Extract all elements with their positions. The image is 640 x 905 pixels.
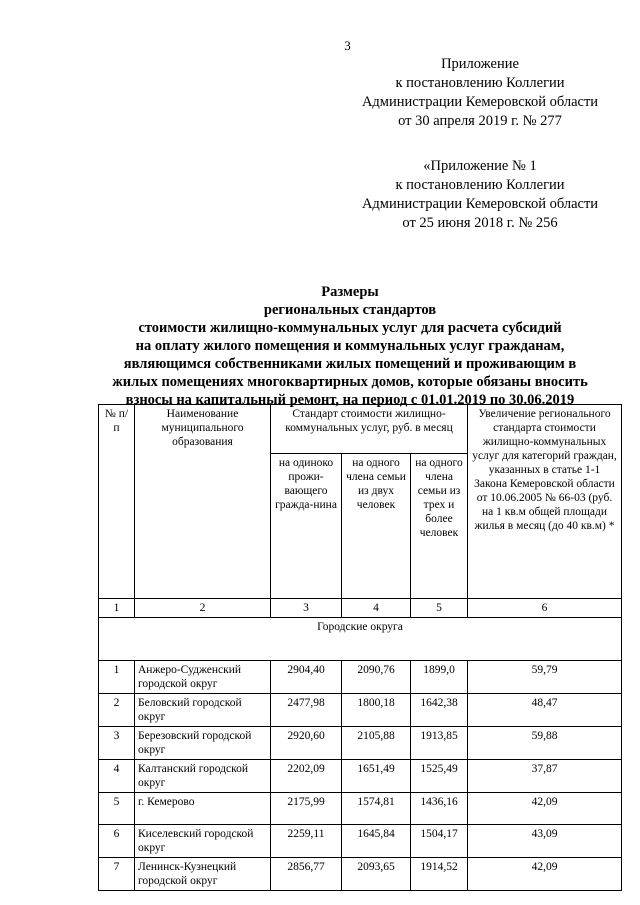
title-line: являющимся собственниками жилых помещений и проживающим в [123, 356, 577, 372]
title-line: на оплату жилого помещения и коммунальных услуг гражданам, [135, 338, 565, 354]
row-name: Ленинск-Кузнецкий городской округ [135, 858, 271, 891]
row-num: 1 [99, 661, 135, 694]
column-number: 5 [411, 599, 468, 618]
row-increase: 48,47 [468, 694, 622, 727]
appendix-original-line: от 25 июня 2018 г. № 256 [402, 215, 558, 231]
row-num: 7 [99, 858, 135, 891]
row-increase: 59,79 [468, 661, 622, 694]
column-number-row [99, 599, 622, 618]
standards-table [98, 404, 622, 891]
table-row [99, 727, 622, 760]
appendix-original-line: Администрации Кемеровской области [361, 196, 599, 212]
table-row [99, 760, 622, 793]
section-row [99, 618, 622, 661]
header-name: Наименование муниципального образования [135, 405, 271, 599]
appendix-original-line: к постановлению Коллегии [395, 177, 565, 193]
page-number: 3 [344, 38, 351, 53]
table-row [99, 694, 622, 727]
header-standard: Стандарт стоимости жилищно-коммунальных услуг, руб. в месяц [271, 405, 468, 454]
row-increase: 43,09 [468, 825, 622, 858]
row-name: Березовский городской округ [135, 727, 271, 760]
row-two: 1574,81 [342, 793, 411, 825]
header-three: на одного члена семьи из трех и более человек [411, 454, 468, 599]
row-name: Калтанский городской округ [135, 760, 271, 793]
appendix-header-line: Администрации Кемеровской области [361, 94, 599, 110]
row-three: 1525,49 [411, 760, 468, 793]
column-number: 6 [468, 599, 622, 618]
header-row [99, 405, 622, 454]
row-num: 6 [99, 825, 135, 858]
header-num: № п/п [99, 405, 135, 599]
row-name: Беловский городской округ [135, 694, 271, 727]
row-two: 1800,18 [342, 694, 411, 727]
table-row [99, 661, 622, 694]
row-single: 2477,98 [271, 694, 342, 727]
row-single: 2904,40 [271, 661, 342, 694]
row-three: 1914,52 [411, 858, 468, 891]
appendix-original-line: «Приложение № 1 [423, 158, 537, 174]
row-two: 2105,88 [342, 727, 411, 760]
appendix-header [330, 55, 630, 131]
row-num: 3 [99, 727, 135, 760]
header-increase: Увеличение регионального стандарта стоимости жилищно-коммунальных услуг для категорий граждан, указанных в статье 1-1 Закона Кемеровской области от 10.06.2005 № 66-03 (руб. на 1 кв.м общей площади жилья в месяц (до 40 кв.м) * [468, 405, 622, 599]
header-single: на одиноко прожи-вающего гражда-нина [271, 454, 342, 599]
row-name: Киселевский городской округ [135, 825, 271, 858]
row-single: 2202,09 [271, 760, 342, 793]
row-three: 1504,17 [411, 825, 468, 858]
header-two: на одного члена семьи из двух человек [342, 454, 411, 599]
row-two: 1651,49 [342, 760, 411, 793]
row-two: 1645,84 [342, 825, 411, 858]
title-line: стоимости жилищно-коммунальных услуг для расчета субсидий [138, 320, 562, 336]
table-row [99, 858, 622, 891]
row-num: 4 [99, 760, 135, 793]
table-row [99, 793, 622, 825]
row-two: 2093,65 [342, 858, 411, 891]
column-number: 1 [99, 599, 135, 618]
appendix-header-line: к постановлению Коллегии [395, 75, 565, 91]
title-line: взносы на капитальный ремонт, на период с 01.01.2019 по 30.06.2019 [125, 392, 575, 408]
document-title [70, 283, 630, 409]
column-number: 4 [342, 599, 411, 618]
row-increase: 59,88 [468, 727, 622, 760]
row-num: 2 [99, 694, 135, 727]
row-name: г. Кемерово [135, 793, 271, 825]
row-single: 2175,99 [271, 793, 342, 825]
row-three: 1436,16 [411, 793, 468, 825]
row-three: 1899,0 [411, 661, 468, 694]
row-increase: 42,09 [468, 858, 622, 891]
row-three: 1913,85 [411, 727, 468, 760]
section-title: Городские округа [99, 618, 622, 661]
row-three: 1642,38 [411, 694, 468, 727]
row-single: 2259,11 [271, 825, 342, 858]
row-increase: 42,09 [468, 793, 622, 825]
column-number: 3 [271, 599, 342, 618]
appendix-original [330, 157, 630, 233]
title-line: Размеры [321, 284, 379, 300]
appendix-header-line: от 30 апреля 2019 г. № 277 [398, 113, 562, 129]
title-line: жилых помещениях многоквартирных домов, которые обязаны вносить [112, 374, 588, 390]
row-single: 2856,77 [271, 858, 342, 891]
row-two: 2090,76 [342, 661, 411, 694]
row-single: 2920,60 [271, 727, 342, 760]
column-number: 2 [135, 599, 271, 618]
appendix-header-line: Приложение [441, 56, 519, 72]
row-num: 5 [99, 793, 135, 825]
table-row [99, 825, 622, 858]
row-increase: 37,87 [468, 760, 622, 793]
title-line: региональных стандартов [263, 302, 437, 318]
row-name: Анжеро-Судженский городской округ [135, 661, 271, 694]
